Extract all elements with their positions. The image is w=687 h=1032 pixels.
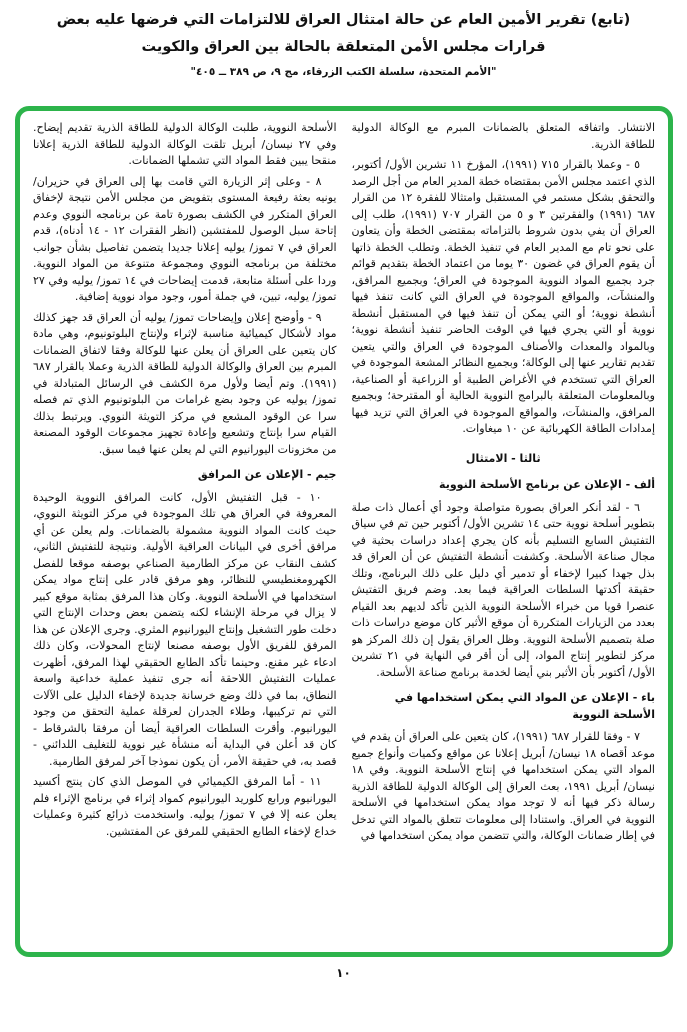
section-heading: ألف - الإعلان عن برنامج الأسلحة النووية [439, 478, 655, 491]
paragraph: ١٠ - قبل التفتيش الأول، كانت المرافق النووية الوحيدة المعروفة في العراق هي تلك الموجودة في مركز التويثة النووي، حيث كانت المواد النووية مشمولة بالضمانات. ولم يعلن عن أي مرافق أخرى في البيانات العراقية الأولية. ونتيجة للتفتيش الثاني، كشف النقاب عن مركز الطارمية الصناعي بوصفه موقعا للفصل الكهرومغنطيسي للنظائر، وهو مرفق قادر على إنتاج مواد يمكن استخدامها في الأسلحة النووية. وكان هذا المرفق بمثابة موقع كبير لا يزال في مرحلة الإنشاء لكنه يتضمن بعض وحدات الإنتاج التي دخلت طور التشغيل وإنتاج اليورانيوم المثري. وجرى الإعلان عن هذا المرفق للفريق الأول بوصفه مصنعا لإنتاج المحولات، وكان ذلك ادعاء غير مقنع. وحينما تأكد الطابع الحقيقي لهذا المرفق، أظهرت عمليات التفتيش اللاحقة أنه جرى تنفيذ عملية خداعية واسعة النطاق، بما في ذلك وضع خرسانة جديدة لإخفاء الدليل على الآلات التي تم تركيبها، وطلاء الجدران لعرقلة عملية التحقق من وجود اليورانيوم. وأقرت السلطات العراقية أيضا أن مرفقا بالشرقاط - كان قد أعلن في البداية أنه منشأة غير نووية للتغليف اللدائني - قصد به، في حقيقة الأمر، أن يكون نموذجا آخر لمرفق الطارمية. [33, 490, 337, 768]
text-column-right [352, 120, 656, 942]
paragraph: الأسلحة النووية، طلبت الوكالة الدولية للطاقة الذرية تقديم إيضاح. وفي ٢٧ نيسان/ أبريل تلقت الوكالة الدولية للطاقة الذرية إعلانا منقحا يبين فقط المواد التي تشملها الضمانات. [33, 121, 337, 167]
document-frame [15, 106, 673, 957]
document-header [0, 0, 687, 78]
paragraph: الانتشار. واتفاقه المتعلق بالضمانات المبرم مع الوكالة الدولية للطاقة الذرية. [351, 121, 655, 151]
section-heading: باء - الإعلان عن المواد التي يمكن استخدامها في الأسلحة النووية [394, 691, 655, 721]
paragraph: ١١ - أما المرفق الكيميائي في الموصل الذي كان ينتج أكسيد اليورانيوم ورابع كلوريد اليورانيوم كمواد إثراء في برنامج الإثراء فلم يعلن عنه إلا في ٧ تموز/ يوليه. واستخدمت ذرائع كثيرة وعمليات خداع لإخفاء الطابع الحقيقي للمرفق عن المفتشين. [33, 775, 337, 838]
section-heading: ثالثا - الامتثال [465, 451, 541, 465]
paragraph: ٥ - وعملا بالقرار ٧١٥ (١٩٩١)، المؤرخ ١١ تشرين الأول/ أكتوبر، الذي اعتمد مجلس الأمن بمقتضاه خطة المدير العام من أجل الرصد والتحقق بشكل مستمر في المستقبل وامتثالا للفقرة ١٢ من القرار ٦٨٧ (١٩٩١) والفقرتين ٣ و ٥ من القرار ٧٠٧ (١٩٩١)، طلب إلى العراق أن يفي بدون شروط بالتزاماته بمقتضى الخطة وأن يتعاون على نحو تام مع المدير العام في تنفيذ الخطة. وتطلب الخطة ذاتها أن يقوم العراق في غضون ٣٠ يوما من اعتماد الخطة بتقديم قوائم جرد بجميع المواد النووية الموجودة في العراق؛ وبجميع المرافق، والمنشآت، والمواقع الموجودة في العراق التي كانت تنفذ فيها أنشطة نووية؛ أو التي يمكن أن تنفذ فيها في المستقبل أنشطة نووية أو التي يجري فيها في الوقت الحاضر تنفيذ أنشطة نووية؛ وبالمواد والمعدات والأصناف الموجودة في العراق والتي يتعين تقديم تقارير عنها إلى الوكالة؛ وبجميع النظائر المشعة الموجودة في العراق التي تستخدم في الأغراض الطبية أو الزراعية أو الصناعية، وبالمعلومات المتعلقة بالبرامج النووية الحالية أو المقترحة؛ وبجميع المرافق، والمنشآت، والمواقع الموجودة في العراق التي تزيد فيها إمدادات الطاقة الكهربائية عن ١٠ ميغاوات. [351, 158, 655, 435]
paragraph: ٦ - لقد أنكر العراق بصورة متواصلة وجود أي أعمال ذات صلة بتطوير أسلحة نووية حتى ١٤ تشرين الأول/ أكتوبر حين تم في سياق التفتيش السابع التسليم بأنه كان يجري إعداد دراسات بحثية في مجال صناعة الأسلحة. وكشفت أنشطة التفتيش عن أن العراق قد بذل جهدا كبيرا لإخفاء أو تدمير أي دليل على ذلك البرنامج، وتلك حقيقة أكدتها السلطات العراقية فيما بعد. وضم فريق التفتيش عنصرا قويا من خبراء الأسلحة النووية الذين تأكد لديهم بعد القيام بعدد من الزيارات المتكررة أن موقع الأثير كان موضع دراسات ذات صلة بتصميم الأسلحة النووية. وظل العراق يقول إن ذلك المركز هو مركز لتطوير إنتاج المواد، إلى أن أقر في النهاية في ٢١ تشرين الأول/ أكتوبر بأن الأثير بني أيضا لخدمة برنامج صناعة الأسلحة. [351, 500, 655, 679]
paragraph: ٩ - وأوضح إعلان وإيضاحات تموز/ يوليه أن العراق قد جهز كذلك مواد لأشكال كيميائية مناسبة لإثراء ولإنتاج البلوتونيوم، وهي مادة كان يتعين على العراق أن يعلن عنها للوكالة وفقا لاتفاق الضمانات المبرم بين العراق والوكالة الدولية للطاقة الذرية وعملا بالقرار ٦٨٧ (١٩٩١). وتم أيضا ولأول مرة الكشف في الرسائل المتبادلة في تموز/ يوليه عن وجود بضع غرامات من البلوتونيوم الذي تم فصله سرا عن الوقود المشعع في مركز التويثة النووي. ويرتبط بذلك القيام سرا بإنتاج وتشعيع وإعادة تجهيز مجموعات الوقود المصنعة من مخزونات اليورانيوم التي لم يعلن عنها فيما سبق. [33, 310, 337, 456]
document-title-line-2: قرارات مجلس الأمن المتعلقة بالحالة بين العراق والكويت [141, 39, 546, 56]
document-source-citation: "الأمم المتحدة، سلسلة الكتب الزرقاء، مج ٩، ص ٣٨٩ ــ ٤٠٥" [190, 65, 497, 78]
paragraph: ٨ - وعلى إثر الزيارة التي قامت بها إلى العراق في حزيران/ يونيه بعثة رفيعة المستوى بتفويض من مجلس الأمن نتيجة لإخفاق العراق المتكرر في الكشف بصورة تامة عن برنامجه النووي وعدم إتاحة سبل الوصول للمفتشين (انظر الفقرات ١٢ - ١٤ أدناه)، قدم العراق في ٧ تموز/ يوليه إعلانا جديدا يتضمن تفاصيل بشأن جوانب مختلفة من برنامجه النووي ومجموعة متنوعة من المواد النووية. وردا على أسئلة متابعة، قدمت إيضاحات في ١٤ تموز/ يوليه وفي ٢٧ تموز/ يوليه، تبين، في جملة أمور، وجود مواد نووية إضافية. [33, 174, 337, 303]
document-title-line-1: (تابع) تقرير الأمين العام عن حالة امتثال العراق للالتزامات التي فرضها عليه بعض [56, 12, 631, 28]
page-number: ١٠ [336, 966, 351, 980]
text-column-left [33, 120, 337, 942]
paragraph: ٧ - وفقا للقرار ٦٨٧ (١٩٩١)، كان يتعين على العراق أن يقدم في موعد أقصاه ١٨ نيسان/ أبريل إعلانا عن مواقع وكميات وأنواع جميع المواد التي يمكن استخدامها في إنتاج الأسلحة النووية. وفي ١٨ نيسان/ أبريل ١٩٩١، بعث العراق إلى الوكالة الدولية للطاقة الذرية رسالة ذكر فيها أنه لا توجد مواد يمكن استخدامها في الأسلحة النووية في العراق. واستنادا إلى معلومات تتعلق بالمواد التي تدخل في إطار ضمانات الوكالة، والتي تتضمن مواد يمكن استخدامها في [351, 730, 655, 842]
section-heading: جيم - الإعلان عن المرافق [197, 468, 337, 481]
